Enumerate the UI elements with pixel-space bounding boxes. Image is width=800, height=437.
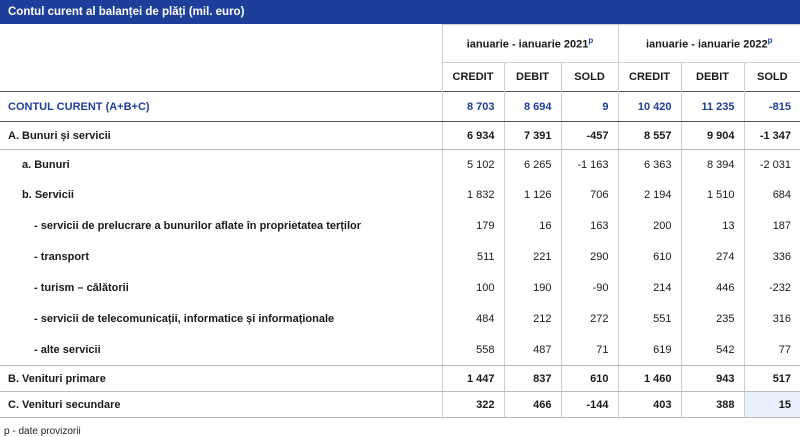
cell-value: 943 <box>681 366 744 392</box>
cell-value: 511 <box>442 242 504 273</box>
row-label: A. Bunuri și servicii <box>0 122 442 150</box>
cell-value: 558 <box>442 335 504 366</box>
cell-value: 9 904 <box>681 122 744 150</box>
row-label: CONTUL CURENT (A+B+C) <box>0 92 442 122</box>
table-row <box>0 150 800 180</box>
row-label: - alte servicii <box>0 335 442 366</box>
table-row <box>0 335 800 366</box>
row-label: b. Servicii <box>22 189 74 201</box>
cell-value: -144 <box>561 392 618 418</box>
cell-value: 1 126 <box>504 180 561 211</box>
cell-value: 322 <box>442 392 504 418</box>
cell-value: 100 <box>442 273 504 304</box>
cell-value: 551 <box>618 304 681 335</box>
period-2022-header: ianuarie - ianuarie 2022$^p$ <box>618 25 800 63</box>
cell-value: -232 <box>744 273 800 304</box>
column-header: DEBIT <box>681 63 744 92</box>
table-row <box>0 304 800 335</box>
cell-value: 446 <box>681 273 744 304</box>
cell-value: 2 194 <box>618 180 681 211</box>
table-row <box>0 211 800 242</box>
cell-value: -815 <box>744 92 800 122</box>
cell-value: 290 <box>561 242 618 273</box>
cell-value: 1 832 <box>442 180 504 211</box>
cell-value: -457 <box>561 122 618 150</box>
cell-value: 619 <box>618 335 681 366</box>
balance-table <box>0 24 800 418</box>
row-label: - servicii de prelucrare a bunurilor aflate în proprietatea terților <box>34 220 362 232</box>
cell-value: 10 420 <box>618 92 681 122</box>
cell-value: 71 <box>561 335 618 366</box>
cell-value: 16 <box>504 211 561 242</box>
table-row <box>0 242 800 273</box>
table-row <box>0 180 800 211</box>
row-label: - servicii de telecomunicații, informatice și informaționale <box>34 313 335 325</box>
cell-value: 706 <box>561 180 618 211</box>
cell-value: 542 <box>681 335 744 366</box>
table-row <box>0 366 800 392</box>
column-header: CREDIT <box>442 63 504 92</box>
cell-value: 8 557 <box>618 122 681 150</box>
row-label: B. Venituri primare <box>0 366 442 392</box>
column-header: CREDIT <box>618 63 681 92</box>
footnote: p - date provizorii <box>4 426 81 437</box>
cell-value: 5 102 <box>442 150 504 180</box>
cell-value: 6 934 <box>442 122 504 150</box>
cell-value: 684 <box>744 180 800 211</box>
cell-value: 1 447 <box>442 366 504 392</box>
cell-value: 1 460 <box>618 366 681 392</box>
cell-value: 272 <box>561 304 618 335</box>
cell-value: 466 <box>504 392 561 418</box>
table-row <box>0 122 800 150</box>
cell-value: 13 <box>681 211 744 242</box>
cell-value: 274 <box>681 242 744 273</box>
header-blank <box>0 25 442 63</box>
cell-value: 190 <box>504 273 561 304</box>
cell-value: 336 <box>744 242 800 273</box>
cell-value: 11 235 <box>681 92 744 122</box>
cell-value: 235 <box>681 304 744 335</box>
cell-value: 187 <box>744 211 800 242</box>
cell-value: 837 <box>504 366 561 392</box>
cell-value: -1 347 <box>744 122 800 150</box>
cell-value: 9 <box>561 92 618 122</box>
cell-value: 6 363 <box>618 150 681 180</box>
table-row <box>0 273 800 304</box>
cell-value: 163 <box>561 211 618 242</box>
cell-value: 200 <box>618 211 681 242</box>
table-row <box>0 92 800 122</box>
cell-value: -2 031 <box>744 150 800 180</box>
row-label: - transport <box>34 251 89 263</box>
cell-value: 8 694 <box>504 92 561 122</box>
period-2021-header: ianuarie - ianuarie 2021$^p$ <box>442 25 618 63</box>
row-label: - turism – călătorii <box>34 282 129 294</box>
cell-value: 15 <box>744 392 800 418</box>
cell-value: 388 <box>681 392 744 418</box>
column-header: SOLD <box>744 63 800 92</box>
column-header: DEBIT <box>504 63 561 92</box>
cell-value: 6 265 <box>504 150 561 180</box>
cell-value: 517 <box>744 366 800 392</box>
cell-value: 403 <box>618 392 681 418</box>
row-label: C. Venituri secundare <box>0 392 442 418</box>
cell-value: -90 <box>561 273 618 304</box>
cell-value: -1 163 <box>561 150 618 180</box>
cell-value: 1 510 <box>681 180 744 211</box>
cell-value: 214 <box>618 273 681 304</box>
header-blank <box>0 63 442 92</box>
table-row <box>0 392 800 418</box>
cell-value: 212 <box>504 304 561 335</box>
cell-value: 221 <box>504 242 561 273</box>
cell-value: 77 <box>744 335 800 366</box>
cell-value: 7 391 <box>504 122 561 150</box>
cell-value: 487 <box>504 335 561 366</box>
cell-value: 8 394 <box>681 150 744 180</box>
cell-value: 316 <box>744 304 800 335</box>
cell-value: 8 703 <box>442 92 504 122</box>
row-label: a. Bunuri <box>22 158 70 171</box>
cell-value: 610 <box>618 242 681 273</box>
cell-value: 179 <box>442 211 504 242</box>
cell-value: 610 <box>561 366 618 392</box>
cell-value: 484 <box>442 304 504 335</box>
column-header: SOLD <box>561 63 618 92</box>
table-title: Contul curent al balanței de plăți (mil. euro) <box>0 0 800 24</box>
